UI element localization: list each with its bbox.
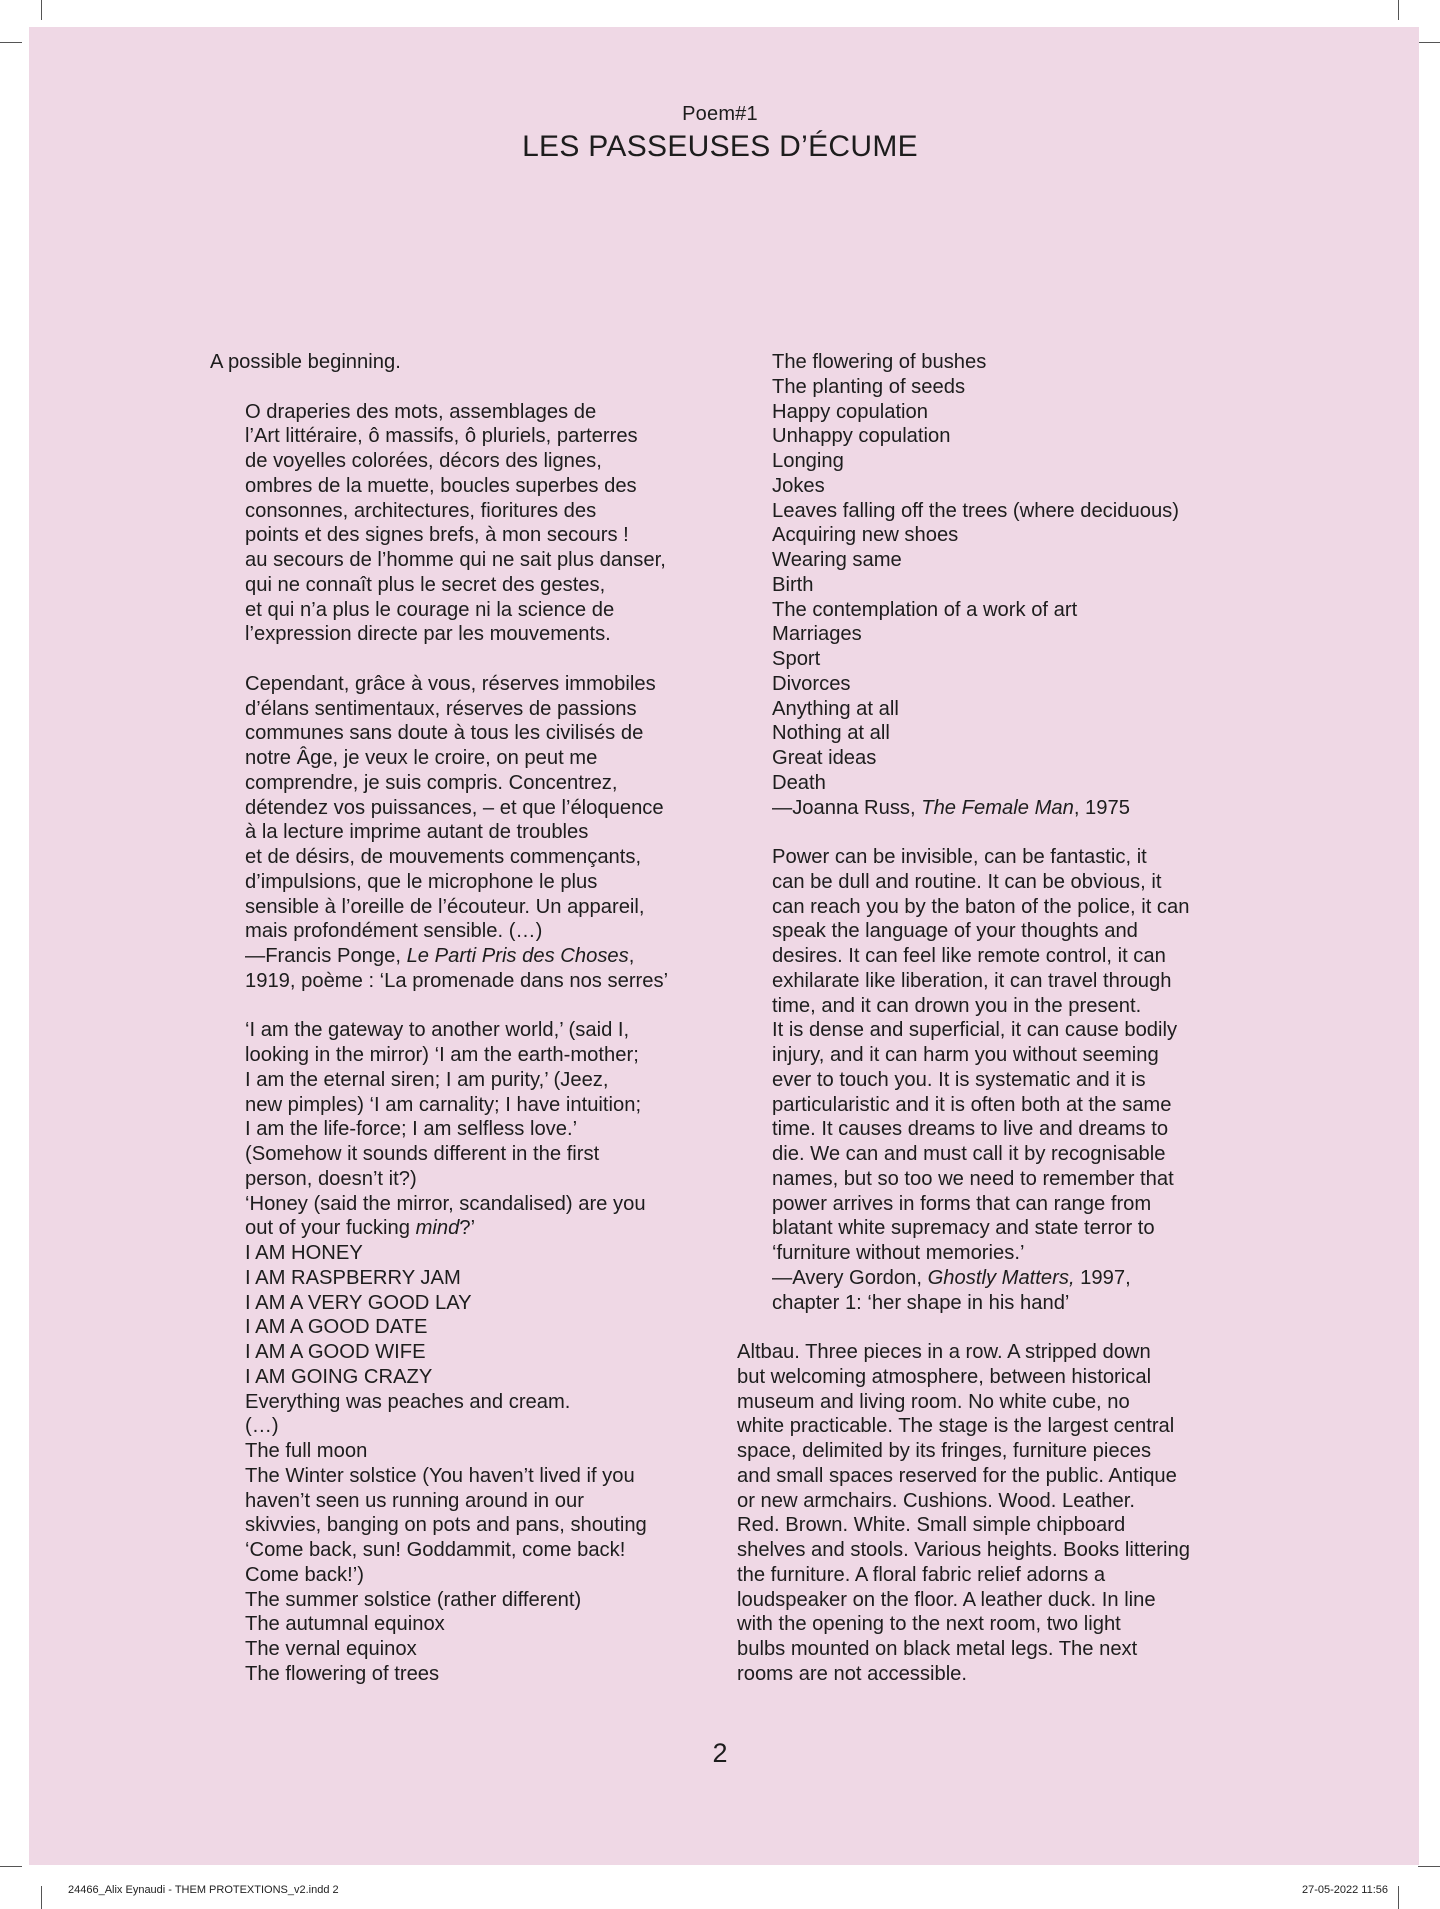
text-line: à la lecture imprime autant de troubles bbox=[245, 821, 589, 844]
text-line: time. It causes dreams to live and dreams to bbox=[772, 1118, 1169, 1141]
text-line: Sport bbox=[772, 648, 821, 670]
text-line: points et des signes brefs, à mon secours ! bbox=[245, 524, 629, 547]
text-line: Red. Brown. White. Small simple chipboard bbox=[737, 1514, 1126, 1537]
text-line: names, but so too we need to remember that bbox=[772, 1167, 1174, 1190]
text-line: Power can be invisible, can be fantastic, it bbox=[772, 846, 1147, 868]
text-line: with the opening to the next room, two light bbox=[737, 1613, 1121, 1636]
text-line: Leaves falling off the trees (where deciduous) bbox=[772, 499, 1179, 522]
text-line: The autumnal equinox bbox=[245, 1613, 445, 1636]
text-line: ‘furniture without memories.’ bbox=[772, 1242, 1025, 1264]
text-line: Cependant, grâce à vous, réserves immobiles bbox=[245, 672, 656, 695]
poem-title: LES PASSEUSES D’ÉCUME bbox=[522, 130, 918, 163]
text-line: die. We can and must call it by recognisable bbox=[772, 1143, 1166, 1165]
citation-work: Le Parti Pris des Choses bbox=[406, 945, 629, 967]
text-line: can reach you by the baton of the police, it can bbox=[772, 895, 1190, 918]
text-line: I AM A GOOD DATE bbox=[245, 1316, 428, 1339]
left-column bbox=[210, 350, 730, 1687]
text-line: or new armchairs. Cushions. Wood. Leather. bbox=[737, 1489, 1135, 1512]
text-line: haven’t seen us running around in our bbox=[245, 1489, 584, 1512]
citation-suffix: , bbox=[628, 945, 635, 967]
text-line: Wearing same bbox=[772, 549, 902, 571]
crop-mark bbox=[41, 1886, 42, 1909]
text-line: The vernal equinox bbox=[245, 1638, 417, 1660]
page-number: 2 bbox=[712, 1738, 728, 1768]
slug-file-info: 24466_Alix Eynaudi - THEM PROTEXTIONS_v2.indd 2 bbox=[68, 1884, 339, 1896]
text-line-mind bbox=[245, 1216, 730, 1241]
text-line: ever to touch you. It is systematic and it is bbox=[772, 1068, 1146, 1091]
altbau-description bbox=[737, 1340, 1257, 1687]
crop-mark bbox=[41, 0, 42, 20]
gordon-citation-line2: chapter 1: ‘her shape in his hand’ bbox=[772, 1291, 1070, 1314]
text-line: white practicable. The stage is the largest central bbox=[737, 1415, 1175, 1438]
citation-suffix: , 1975 bbox=[1073, 796, 1130, 819]
ponge-citation bbox=[245, 944, 730, 969]
ponge-quote-1 bbox=[210, 400, 730, 648]
text-line: d’élans sentimentaux, réserves de passions bbox=[245, 697, 637, 720]
crop-mark bbox=[1418, 42, 1440, 43]
gordon-quote bbox=[737, 845, 1257, 1315]
text-line: consonnes, architectures, fioritures des bbox=[245, 499, 597, 522]
text-line: mais profondément sensible. (…) bbox=[245, 920, 543, 943]
russ-quote-2 bbox=[737, 350, 1257, 820]
text-line: Jokes bbox=[772, 474, 825, 497]
mind-prefix: out of your fucking bbox=[245, 1217, 416, 1240]
text-line: l’Art littéraire, ô massifs, ô pluriels, parterres bbox=[245, 425, 638, 448]
text-line: The Winter solstice (You haven’t lived if you bbox=[245, 1464, 635, 1487]
text-line: ‘I am the gateway to another world,’ (said I, bbox=[245, 1019, 630, 1042]
crop-mark bbox=[1418, 1866, 1440, 1867]
text-line: The summer solstice (rather different) bbox=[245, 1588, 582, 1611]
citation-suffix: 1997, bbox=[1074, 1266, 1131, 1289]
text-line: It is dense and superficial, it can cause bodily bbox=[772, 1019, 1178, 1042]
text-line: ‘Honey (said the mirror, scandalised) are you bbox=[245, 1192, 646, 1215]
text-line: time, and it can drown you in the present. bbox=[772, 994, 1142, 1017]
text-line: I AM GOING CRAZY bbox=[245, 1365, 433, 1388]
text-line: skivvies, banging on pots and pans, shouting bbox=[245, 1514, 647, 1537]
text-line: comprendre, je suis compris. Concentrez, bbox=[245, 771, 618, 794]
text-line: bulbs mounted on black metal legs. The next bbox=[737, 1638, 1138, 1660]
slug-date: 27-05-2022 11:56 bbox=[1301, 1884, 1388, 1896]
citation-work: Ghostly Matters, bbox=[927, 1266, 1075, 1289]
text-line: desires. It can feel like remote control, it can bbox=[772, 945, 1166, 967]
text-line: qui ne connaît plus le secret des gestes, bbox=[245, 573, 606, 596]
russ-quote-1 bbox=[210, 1018, 730, 1686]
mind-suffix: ?’ bbox=[459, 1217, 476, 1240]
text-line: ‘Come back, sun! Goddammit, come back! bbox=[245, 1539, 626, 1561]
text-line: (Somehow it sounds different in the first bbox=[245, 1143, 600, 1165]
text-line: Everything was peaches and cream. bbox=[245, 1390, 571, 1413]
text-line: can be dull and routine. It can be obvious, it bbox=[772, 870, 1162, 893]
citation-prefix: —Francis Ponge, bbox=[245, 945, 407, 967]
text-line: et qui n’a plus le courage ni la science de bbox=[245, 598, 615, 621]
citation-prefix: —Joanna Russ, bbox=[772, 796, 922, 819]
text-line: museum and living room. No white cube, no bbox=[737, 1390, 1130, 1413]
text-line: person, doesn’t it?) bbox=[245, 1167, 417, 1190]
mind-word: mind bbox=[415, 1217, 460, 1240]
text-line: I AM A VERY GOOD LAY bbox=[245, 1291, 472, 1314]
text-line: I AM A GOOD WIFE bbox=[245, 1341, 426, 1363]
text-line: new pimples) ‘I am carnality; I have intuition; bbox=[245, 1093, 642, 1116]
text-line: Acquiring new shoes bbox=[772, 524, 959, 547]
text-line: Anything at all bbox=[772, 697, 899, 720]
text-line: The flowering of trees bbox=[245, 1662, 440, 1685]
text-line: Unhappy copulation bbox=[772, 425, 951, 448]
crop-mark bbox=[1398, 1886, 1399, 1909]
text-line: I am the eternal siren; I am purity,’ (Jeez, bbox=[245, 1068, 609, 1091]
crop-mark bbox=[1398, 0, 1399, 20]
text-line: l’expression directe par les mouvements. bbox=[245, 623, 611, 646]
citation-prefix: —Avery Gordon, bbox=[772, 1266, 928, 1289]
right-column bbox=[737, 350, 1257, 1687]
text-line: space, delimited by its fringes, furniture pieces bbox=[737, 1440, 1152, 1462]
text-line: looking in the mirror) ‘I am the earth-mother; bbox=[245, 1044, 639, 1066]
citation-work: The Female Man bbox=[921, 796, 1074, 819]
text-line: Divorces bbox=[772, 672, 851, 695]
text-line: and small spaces reserved for the public. Antique bbox=[737, 1464, 1177, 1487]
text-line: shelves and stools. Various heights. Books littering bbox=[737, 1539, 1190, 1561]
text-line: ombres de la muette, boucles superbes des bbox=[245, 474, 637, 497]
text-line: Come back!’) bbox=[245, 1563, 364, 1586]
text-line: Great ideas bbox=[772, 747, 877, 769]
text-line: particularistic and it is often both at the same bbox=[772, 1093, 1172, 1116]
intro-line: A possible beginning. bbox=[210, 351, 401, 373]
crop-mark bbox=[0, 42, 22, 43]
text-line: notre Âge, je veux le croire, on peut me bbox=[245, 747, 598, 769]
text-line: (…) bbox=[245, 1415, 279, 1438]
text-line: I am the life-force; I am selfless love.’ bbox=[245, 1118, 578, 1141]
ponge-citation-line2: 1919, poème : ‘La promenade dans nos serres’ bbox=[245, 969, 669, 992]
text-line: et de désirs, de mouvements commençants, bbox=[245, 846, 642, 868]
text-line: I AM RASPBERRY JAM bbox=[245, 1266, 461, 1289]
ponge-quote-2 bbox=[210, 672, 730, 994]
text-line: power arrives in forms that can range from bbox=[772, 1192, 1152, 1215]
text-line: Birth bbox=[772, 573, 814, 596]
text-line: The planting of seeds bbox=[772, 375, 966, 398]
russ-citation bbox=[772, 796, 1257, 821]
text-line: d’impulsions, que le microphone le plus bbox=[245, 870, 598, 893]
text-line: rooms are not accessible. bbox=[737, 1662, 968, 1685]
text-line: The flowering of bushes bbox=[772, 351, 987, 373]
text-line: O draperies des mots, assemblages de bbox=[245, 400, 597, 423]
text-line: loudspeaker on the floor. A leather duck. In line bbox=[737, 1588, 1156, 1611]
text-line: Nothing at all bbox=[772, 722, 890, 745]
text-line: injury, and it can harm you without seeming bbox=[772, 1044, 1159, 1066]
gordon-citation bbox=[772, 1266, 1257, 1291]
text-line: The contemplation of a work of art bbox=[772, 598, 1078, 621]
text-line: au secours de l’homme qui ne sait plus danser, bbox=[245, 549, 666, 571]
text-line: Death bbox=[772, 771, 826, 794]
text-line: but welcoming atmosphere, between historical bbox=[737, 1365, 1152, 1388]
text-line: Altbau. Three pieces in a row. A stripped down bbox=[737, 1341, 1151, 1363]
text-line: communes sans doute à tous les civilisés de bbox=[245, 722, 644, 745]
text-line: speak the language of your thoughts and bbox=[772, 920, 1138, 943]
text-line: exhilarate like liberation, it can travel through bbox=[772, 969, 1172, 992]
text-line: de voyelles colorées, décors des lignes, bbox=[245, 450, 602, 472]
text-line: Marriages bbox=[772, 623, 862, 646]
text-line: sensible à l’oreille de l’écouteur. Un appareil, bbox=[245, 895, 645, 918]
text-line: Happy copulation bbox=[772, 400, 928, 423]
text-line: Longing bbox=[772, 450, 844, 472]
text-line: détendez vos puissances, – et que l’éloquence bbox=[245, 796, 664, 819]
text-line: blatant white supremacy and state terror to bbox=[772, 1217, 1155, 1240]
text-line: The full moon bbox=[245, 1440, 368, 1462]
poem-number: Poem#1 bbox=[682, 103, 758, 125]
text-line: the furniture. A floral fabric relief adorns a bbox=[737, 1563, 1106, 1586]
crop-mark bbox=[0, 1866, 22, 1867]
text-line: I AM HONEY bbox=[245, 1242, 363, 1264]
